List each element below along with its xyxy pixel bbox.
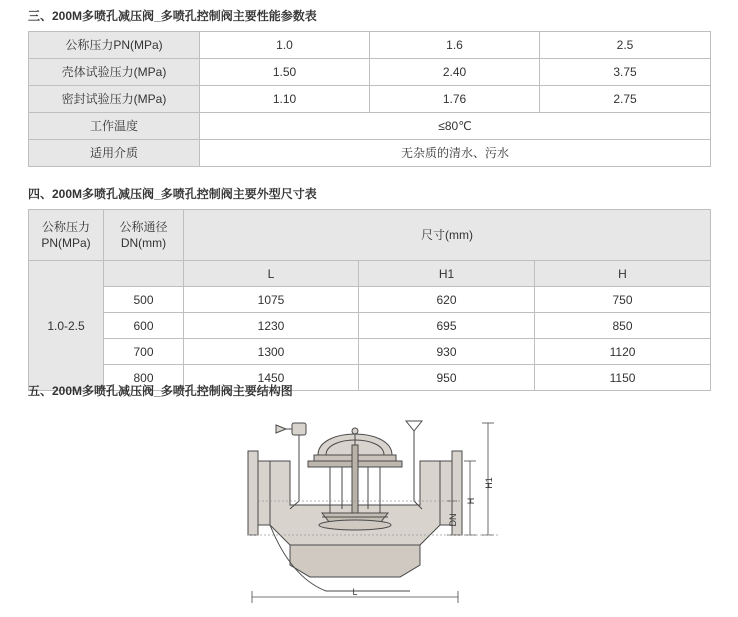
row-label: 公称压力PN(MPa) bbox=[29, 32, 200, 59]
performance-table bbox=[28, 31, 711, 167]
cell-L: 1300 bbox=[184, 339, 359, 365]
dimension-table-title: 四、200M多喷孔减压阀_多喷孔控制阀主要外型尺寸表 bbox=[28, 187, 317, 201]
cell-H: 1150 bbox=[535, 365, 711, 391]
row-label: 适用介质 bbox=[29, 140, 200, 167]
table-header-row bbox=[29, 210, 711, 261]
valve-structure-diagram bbox=[230, 405, 520, 605]
cell-value: 2.5 bbox=[540, 32, 711, 59]
cell-value: 1.50 bbox=[200, 59, 370, 86]
table-row bbox=[29, 287, 711, 313]
row-label: 工作温度 bbox=[29, 113, 200, 140]
pressure-header-line1: 公称压力 bbox=[41, 220, 90, 234]
cell-H1: 950 bbox=[359, 365, 535, 391]
col-header-L: L bbox=[184, 261, 359, 287]
cell-H1: 620 bbox=[359, 287, 535, 313]
cell-dn: 500 bbox=[104, 287, 184, 313]
dimension-label-l: L bbox=[352, 587, 358, 597]
table-row bbox=[29, 59, 711, 86]
col-header-H1: H1 bbox=[359, 261, 535, 287]
col-header-H: H bbox=[535, 261, 711, 287]
cell-H: 750 bbox=[535, 287, 711, 313]
cell-value: 1.10 bbox=[200, 86, 370, 113]
table-subheader-row bbox=[29, 261, 711, 287]
pressure-header bbox=[29, 210, 104, 261]
cell-value: 1.0 bbox=[200, 32, 370, 59]
blank-cell bbox=[104, 261, 184, 287]
cell-value: ≤80℃ bbox=[200, 113, 711, 140]
cell-dn: 600 bbox=[104, 313, 184, 339]
dimension-label-dn: DN bbox=[448, 513, 458, 527]
row-label: 密封试验压力(MPa) bbox=[29, 86, 200, 113]
cell-value: 2.40 bbox=[370, 59, 540, 86]
cell-H1: 695 bbox=[359, 313, 535, 339]
cell-dn: 800 bbox=[104, 365, 184, 391]
table-row bbox=[29, 113, 711, 140]
dimension-label-h: H bbox=[466, 497, 476, 505]
diameter-header-line1: 公称通径 bbox=[119, 220, 168, 234]
cell-value: 1.6 bbox=[370, 32, 540, 59]
cell-value: 3.75 bbox=[540, 59, 711, 86]
structure-diagram-title: 五、200M多喷孔减压阀_多喷孔控制阀主要结构图 bbox=[28, 384, 293, 398]
table-row bbox=[29, 140, 711, 167]
diameter-header bbox=[104, 210, 184, 261]
cell-H: 850 bbox=[535, 313, 711, 339]
pressure-value: 1.0-2.5 bbox=[29, 261, 104, 391]
cell-value: 2.75 bbox=[540, 86, 711, 113]
table-row bbox=[29, 32, 711, 59]
cell-L: 1230 bbox=[184, 313, 359, 339]
performance-table-title: 三、200M多喷孔减压阀_多喷孔控制阀主要性能参数表 bbox=[28, 9, 317, 23]
table-row bbox=[29, 313, 711, 339]
cell-value: 无杂质的清水、污水 bbox=[200, 140, 711, 167]
cell-L: 1075 bbox=[184, 287, 359, 313]
cell-dn: 700 bbox=[104, 339, 184, 365]
size-group-header: 尺寸(mm) bbox=[184, 210, 711, 261]
cell-H: 1120 bbox=[535, 339, 711, 365]
diameter-header-line2: DN(mm) bbox=[120, 236, 167, 250]
cell-L: 1450 bbox=[184, 365, 359, 391]
table-row bbox=[29, 86, 711, 113]
cell-value: 1.76 bbox=[370, 86, 540, 113]
cell-H1: 930 bbox=[359, 339, 535, 365]
row-label: 壳体试验压力(MPa) bbox=[29, 59, 200, 86]
table-row bbox=[29, 339, 711, 365]
dimension-label-h1: H1 bbox=[484, 477, 494, 489]
pressure-header-line2: PN(MPa) bbox=[41, 236, 91, 250]
dimension-table bbox=[28, 209, 711, 391]
